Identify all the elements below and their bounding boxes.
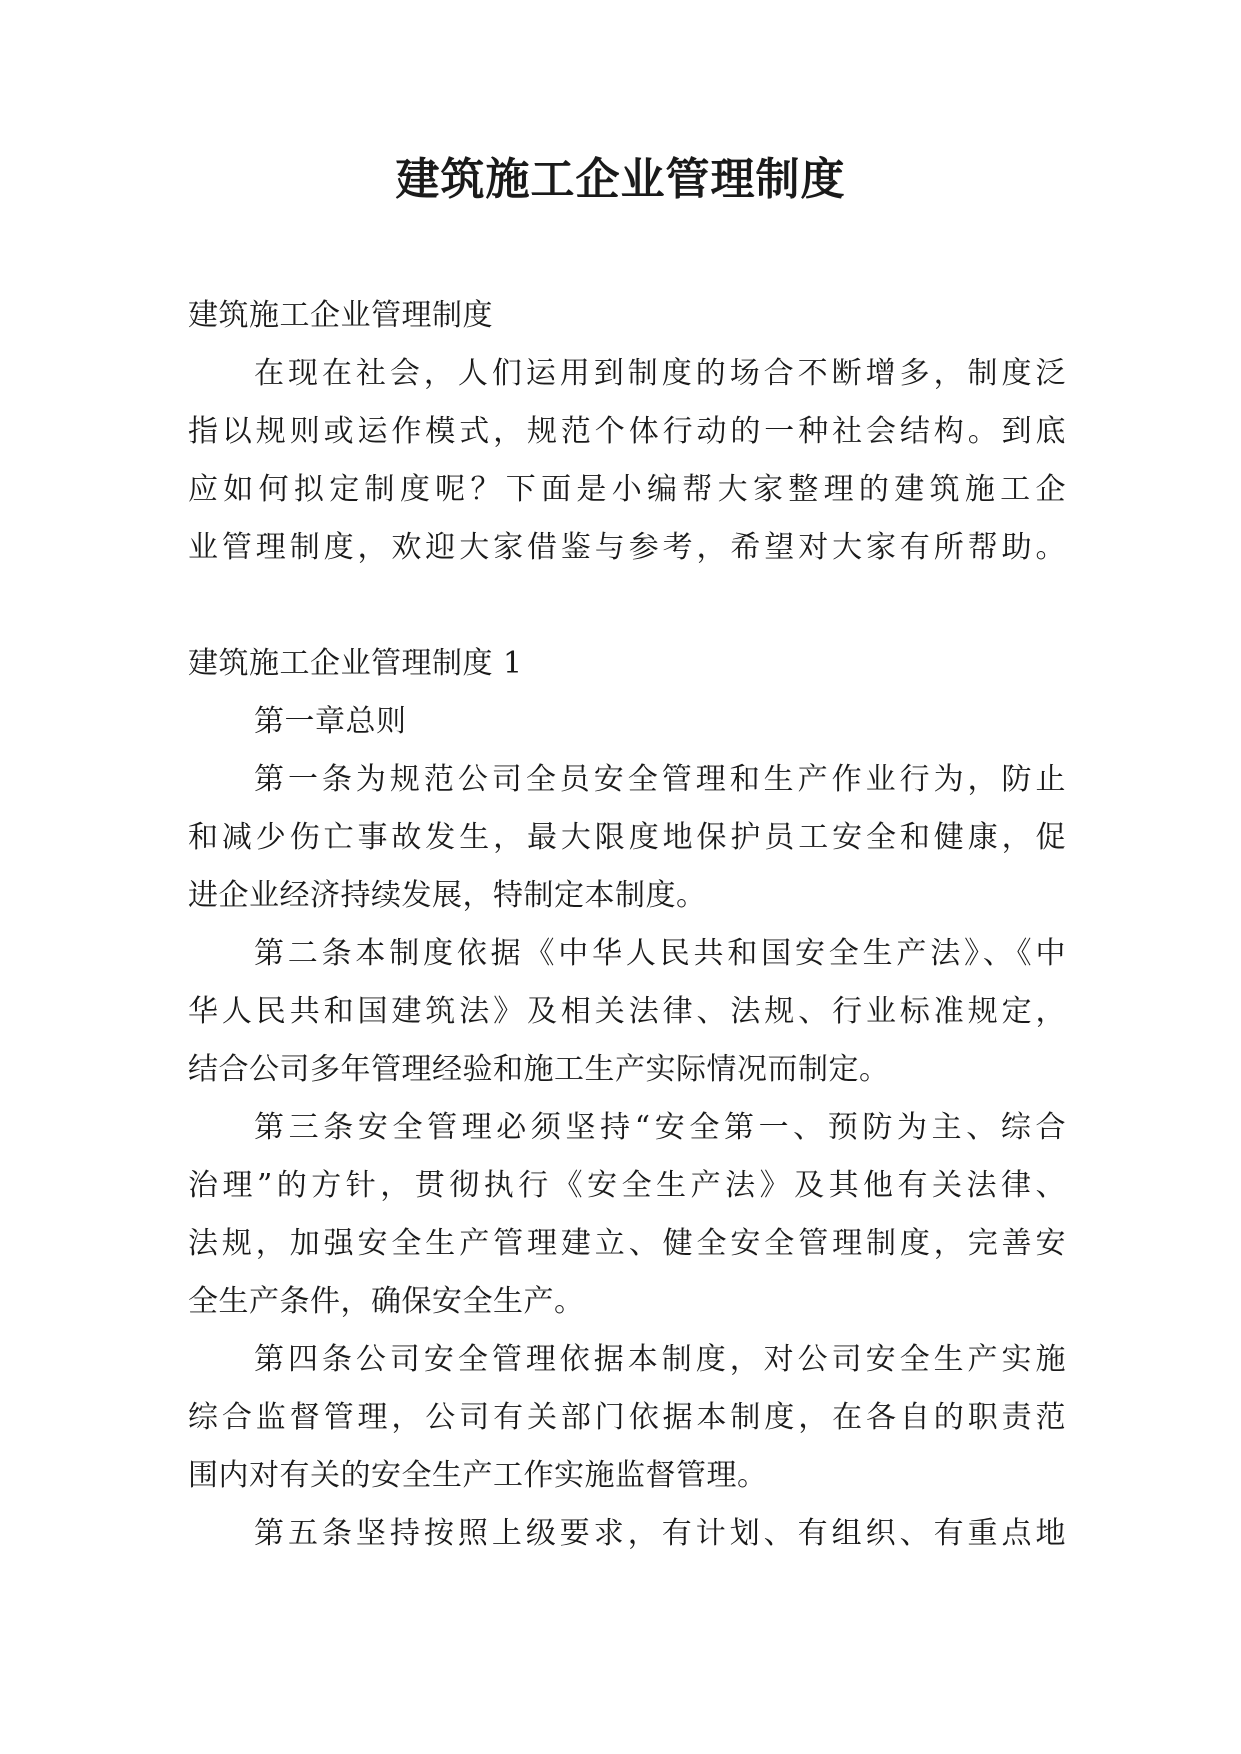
intro-line: 指以规则或运作模式，规范个体行动的一种社会结构。到底 (188, 414, 1066, 449)
article-4-line: 综合监督管理，公司有关部门依据本制度，在各自的职责范 (188, 1400, 1066, 1435)
document-title: 建筑施工企业管理制度 (395, 154, 846, 205)
intro-line: 在现在社会，人们运用到制度的场合不断增多，制度泛 (254, 356, 1066, 391)
paragraph-gap (188, 577, 1066, 635)
article-2-line: 结合公司多年管理经验和施工生产实际情况而制定。 (188, 1052, 890, 1087)
document-body (188, 287, 1066, 1563)
article-3-line: 治理”的方针，贯彻执行《安全生产法》及其他有关法律、 (188, 1168, 1066, 1203)
article-1-line: 和减少伤亡事故发生，最大限度地保护员工安全和健康，促 (188, 820, 1066, 855)
intro-heading: 建筑施工企业管理制度 (188, 298, 493, 333)
article-2-line: 第二条本制度依据《中华人民共和国安全生产法》、《中 (254, 936, 1066, 971)
chapter-title: 第一章总则 (254, 704, 407, 739)
article-4-line: 围内对有关的安全生产工作实施监督管理。 (188, 1458, 768, 1493)
article-3-line: 法规，加强安全生产管理建立、健全安全管理制度，完善安 (188, 1226, 1066, 1261)
article-1-line: 进企业经济持续发展，特制定本制度。 (188, 878, 707, 913)
intro-line: 业管理制度，欢迎大家借鉴与参考，希望对大家有所帮助。 (188, 530, 1066, 565)
intro-line: 应如何拟定制度呢？下面是小编帮大家整理的建筑施工企 (188, 472, 1066, 507)
article-3-line: 全生产条件，确保安全生产。 (188, 1284, 585, 1319)
article-5-line: 第五条坚持按照上级要求，有计划、有组织、有重点地 (254, 1516, 1066, 1551)
article-2-line: 华人民共和国建筑法》及相关法律、法规、行业标准规定， (188, 994, 1066, 1029)
article-4-line: 第四条公司安全管理依据本制度，对公司安全生产实施 (254, 1342, 1066, 1377)
article-1-line: 第一条为规范公司全员安全管理和生产作业行为，防止 (254, 762, 1066, 797)
article-3-line: 第三条安全管理必须坚持“安全第一、预防为主、综合 (254, 1110, 1066, 1145)
section-heading: 建筑施工企业管理制度 1 (188, 646, 523, 681)
